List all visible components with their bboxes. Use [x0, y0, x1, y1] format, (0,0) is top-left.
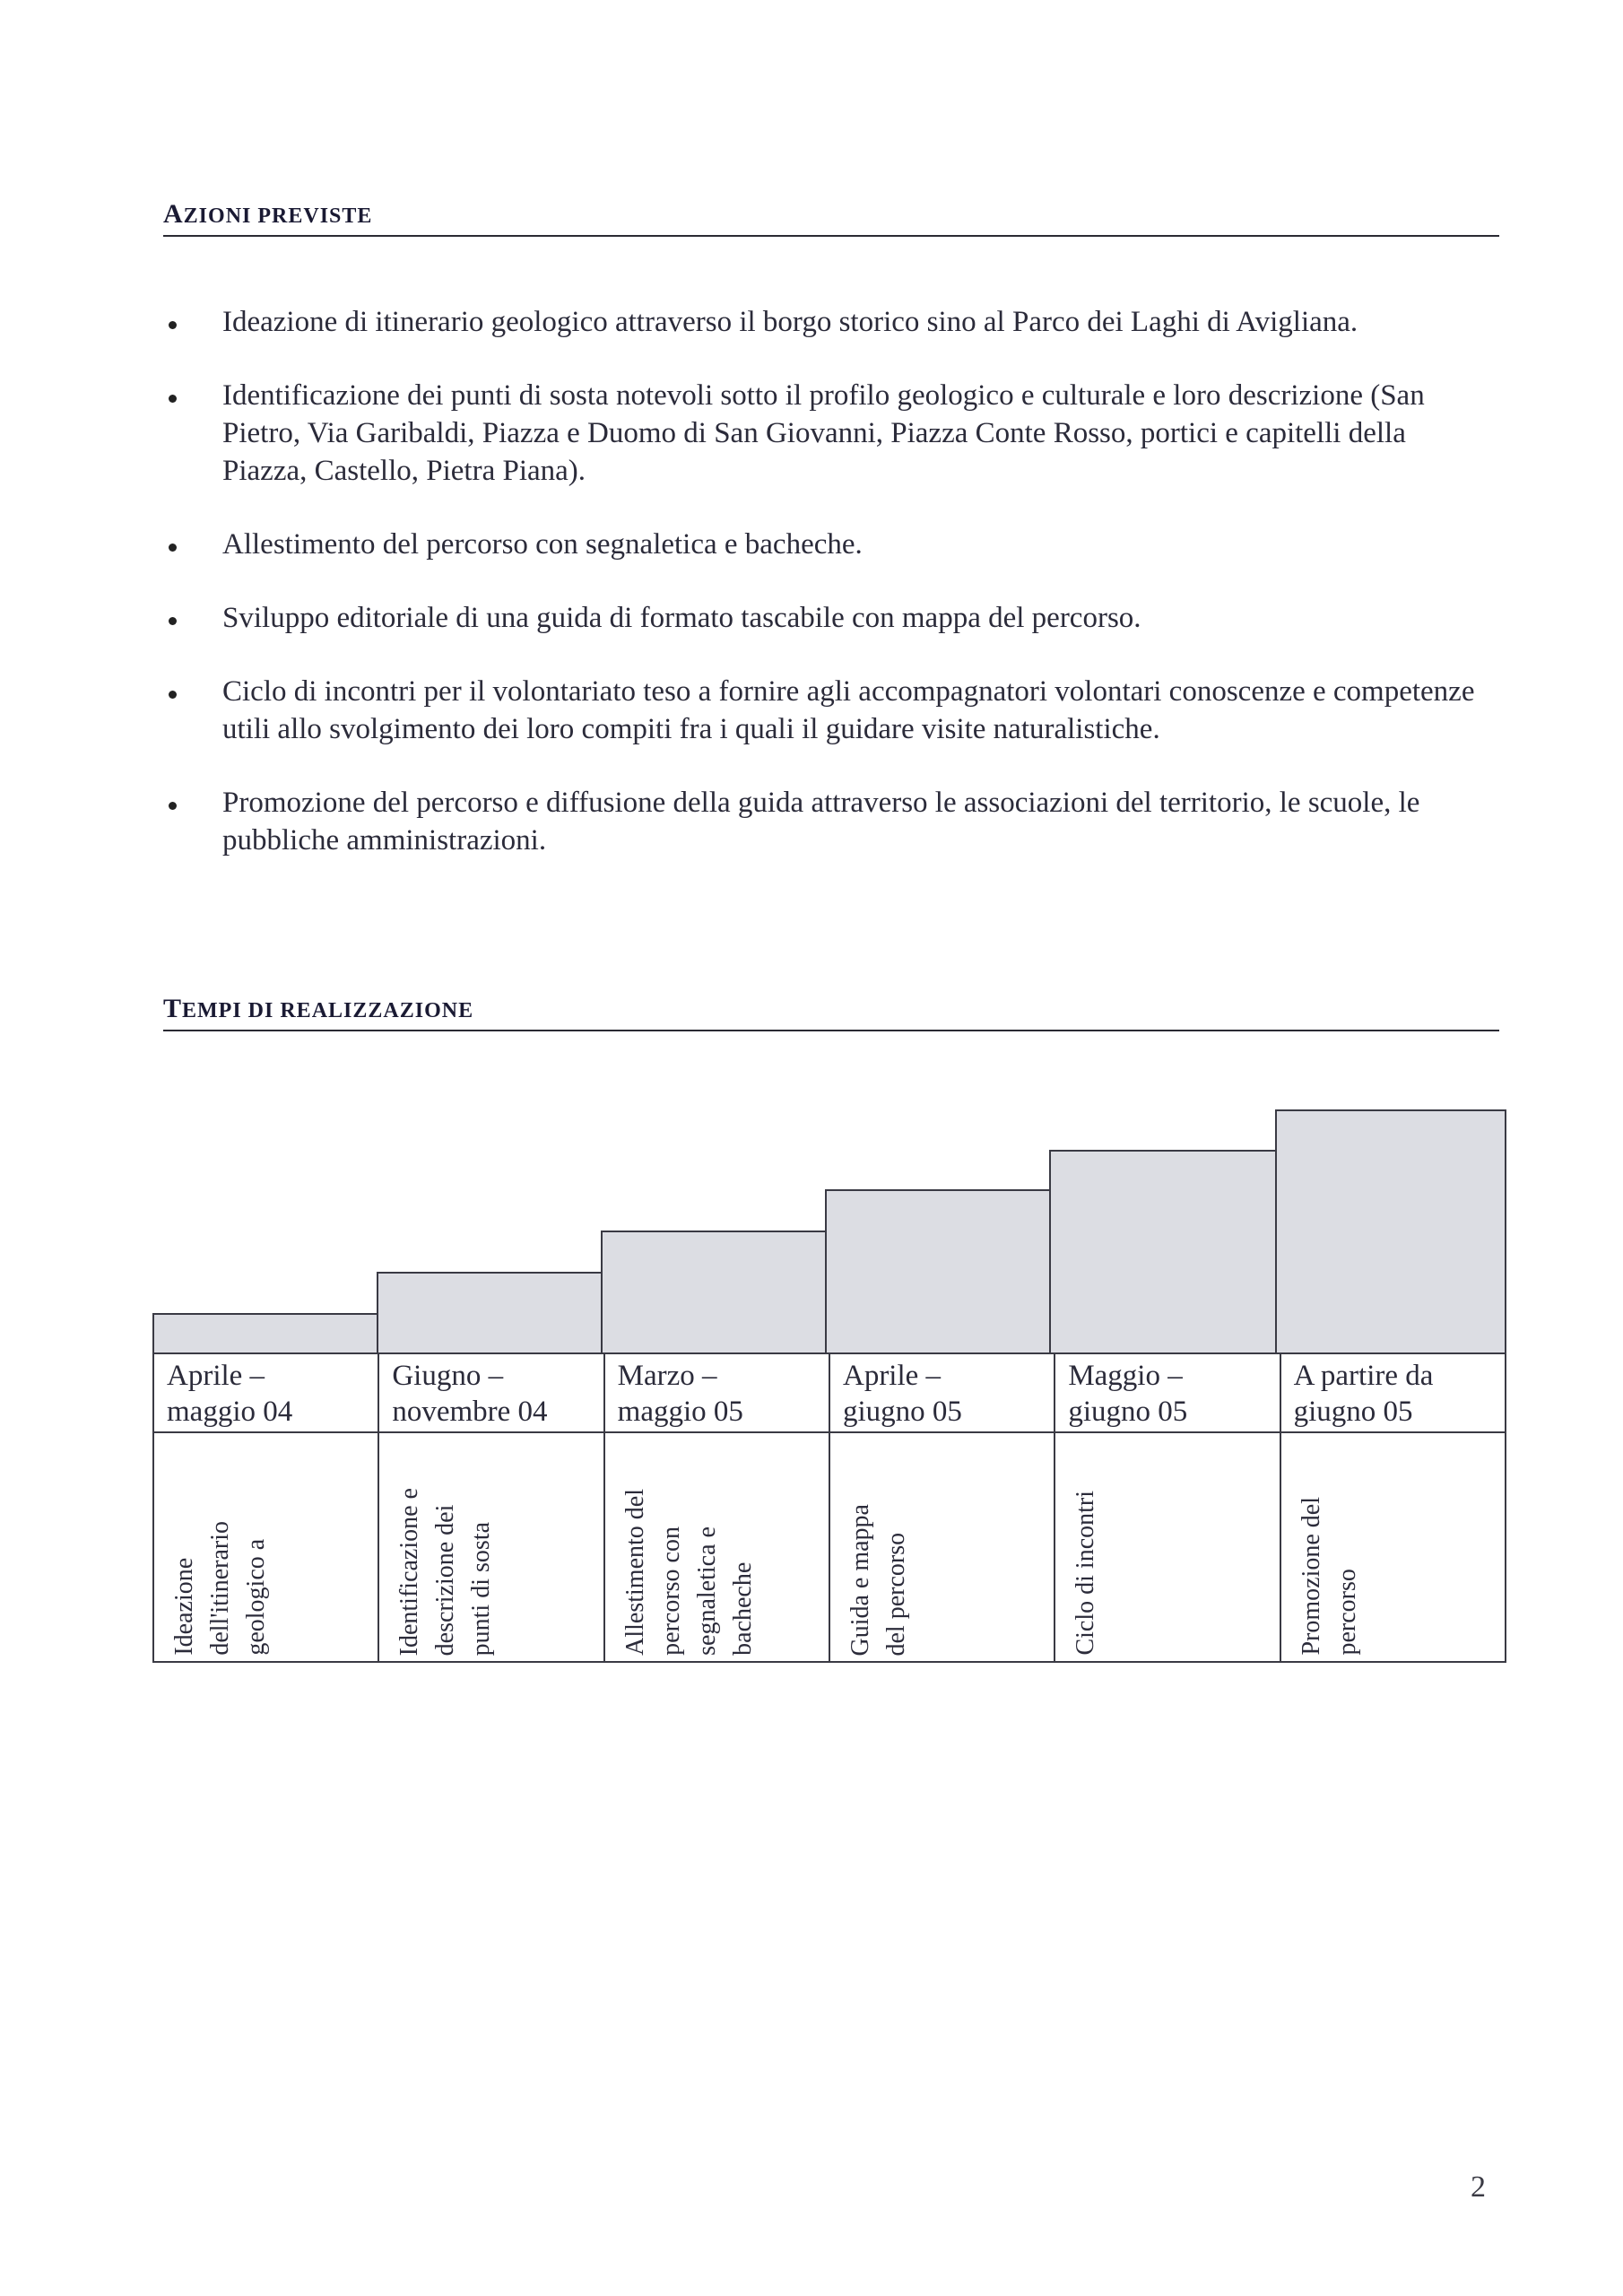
timeline-step-4	[825, 1189, 1051, 1352]
activity-label: Ciclo di incontri	[1072, 1491, 1100, 1656]
list-item: Identificazione dei punti di sosta notevoli sotto il profilo geologico e culturale e loro descrizione (San Pietro, Via Garibaldi, Piazza e Duomo di San Giovanni, Piazza Conte Rosso, portici e capitelli della Piazza, Castello, Pietra Piana).	[163, 377, 1490, 490]
list-item: Ideazione di itinerario geologico attraverso il borgo storico sino al Parco dei Laghi di Avigliana.	[163, 303, 1490, 341]
activity-cell	[1281, 1433, 1505, 1661]
activity-label: Identificazione e descrizione dei punti di sosta	[395, 1487, 496, 1656]
list-item: Ciclo di incontri per il volontariato teso a fornire agli accompagnatori volontari conoscenze e competenze utili allo svolgimento dei loro compiti fra i quali il guidare visite naturalistiche.	[163, 673, 1490, 748]
activity-cell	[605, 1433, 830, 1661]
section-heading-azioni	[163, 199, 1499, 237]
timeline-step-6	[1275, 1109, 1506, 1352]
actions-list	[163, 303, 1490, 895]
timeline-step-1	[152, 1313, 378, 1352]
activity-label: Promozione del percorso	[1297, 1497, 1361, 1656]
activity-label: Ideazione dell'itinerario geologico a	[170, 1521, 270, 1656]
heading-initial: T	[163, 994, 183, 1023]
heading-initial: A	[163, 199, 184, 229]
activity-label: Guida e mappa del percorso	[846, 1503, 910, 1656]
activity-cell	[379, 1433, 604, 1661]
period-label: Aprile – maggio 04	[154, 1354, 379, 1431]
heading-rest: ZIONI PREVISTE	[183, 204, 373, 228]
page-number: 2	[1471, 2170, 1486, 2204]
activity-cell	[830, 1433, 1055, 1661]
section-heading-tempi	[163, 994, 1499, 1031]
timeline-step-2	[377, 1272, 603, 1352]
timeline-step-5	[1049, 1150, 1277, 1352]
timeline-activities	[152, 1433, 1506, 1663]
period-label: Giugno – novembre 04	[379, 1354, 604, 1431]
period-label: Aprile – giugno 05	[830, 1354, 1055, 1431]
period-label: Maggio – giugno 05	[1055, 1354, 1280, 1431]
timeline-step-3	[601, 1231, 827, 1352]
activity-cell	[154, 1433, 379, 1661]
period-label: Marzo – maggio 05	[605, 1354, 830, 1431]
list-item: Promozione del percorso e diffusione della guida attraverso le associazioni del territorio, le scuole, le pubbliche amministrazioni.	[163, 784, 1490, 859]
activity-cell	[1055, 1433, 1280, 1661]
list-item: Sviluppo editoriale di una guida di formato tascabile con mappa del percorso.	[163, 599, 1490, 637]
heading-rest: EMPI DI REALIZZAZIONE	[182, 999, 474, 1022]
timeline-periods	[152, 1352, 1506, 1433]
period-label: A partire da giugno 05	[1293, 1360, 1434, 1428]
list-item: Allestimento del percorso con segnaletica e bacheche.	[163, 526, 1490, 563]
activity-label: Allestimento del percorso con segnaletica e bacheche	[621, 1489, 757, 1656]
